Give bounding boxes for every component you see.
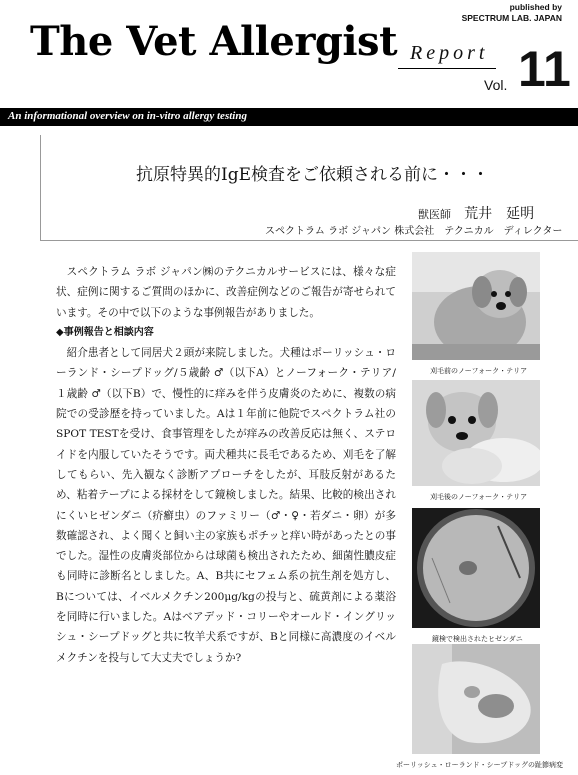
photo-caption-2: 刈毛後のノーフォーク・テリア (430, 493, 528, 501)
author-affiliation: スペクトラム ラボ ジャパン 株式会社 テクニカル ディレクター (265, 226, 563, 237)
section-subhead: ◆事例報告と相談内容 (56, 326, 154, 338)
volume-label: Vol. (484, 77, 508, 93)
photo-caption-3: 鏡検で検出されたヒゼンダニ (432, 635, 523, 643)
volume-number: 11 (518, 41, 571, 97)
photo-mite-microscope (412, 508, 540, 628)
photo-caption-4: ポーリッシュ・ローランド・シープドッグの趾節病変 (396, 761, 563, 769)
dog-after-image (412, 380, 540, 486)
tagline-banner (0, 108, 578, 126)
case-paragraph: 紹介患者として同居犬２頭が来院しました。犬種はポーリッシュ・ローランド・シープドッグ/５歳齢 ♂（以下A）とノーフォーク・テリア/１歳齢 ♂（以下B）で、慢性的に痒みを伴う皮膚炎のために、複数の病院での受診歴を持っていました。Aは１年前に他院でスペクトラム社のSPOT TESTを受け、食事管理をしたが痒みの改善反応は無く、ステロイドを内服していたそうです。両犬種共に長毛であるため、刈毛を了解してもらい、先入観なく診断アプローチをしたが、耳肢反射があるため、粘着テープによる採材をして鏡検しました。結果、比較的検出されにくいヒゼンダニ（疥癬虫）のファミリー（♂・♀・若ダニ・卵）が多数確認され、よく聞くと飼い主の家族もポチッと痒い時があったとの事でした。湿性の皮膚炎部位からは球菌も検出されたため、細菌性膿皮症も同時に診断名としました。A、B共にセフェム系の抗生剤を処方し、Bについては、イベルメクチン200μg/kgの投与と、硫黄剤による薬浴を同時に行いました。Aはベアデッド・コリーやオールド・イングリッシュ・シープドッグと共に牧羊犬系ですが、Bと同様に高濃度のイベルメクチンを投与して大丈夫でしょうか? (56, 347, 396, 664)
photo-norfolk-before (412, 252, 540, 360)
photo-paw-lesion (412, 644, 540, 754)
intro-paragraph: スペクトラム ラボ ジャパン㈱のテクニカルサービスには、様々な症状、症例に関するご質問のほかに、改善症例などのご報告が寄せられています。その中で以下のような事例報告がありました。 (56, 266, 396, 319)
paw-lesion-image (412, 644, 540, 754)
article-body (56, 262, 396, 668)
tagline-text: An informational overview on in-vitro allergy testing (8, 110, 247, 122)
article-title: 抗原特異的IgE検査をご依頼される前に・・・ (136, 165, 490, 185)
author-name: 荒井 延明 (464, 206, 535, 222)
masthead-title: The Vet Allergist (30, 18, 398, 65)
header-horizontal-rule (40, 240, 578, 241)
publisher-line-2: SPECTRUM LAB. JAPAN (461, 13, 562, 23)
author-role: 獣医師 (418, 208, 451, 221)
photo-caption-1: 刈毛前のノーフォーク・テリア (430, 367, 528, 375)
author-line (418, 203, 534, 223)
dog-before-image (412, 252, 540, 360)
report-divider (398, 68, 496, 69)
photo-norfolk-after (412, 380, 540, 486)
publisher-line-1: published by (509, 2, 562, 12)
publisher-block (462, 2, 562, 24)
report-label: Report (410, 42, 489, 64)
header-vertical-rule (40, 135, 41, 240)
mite-microscope-image (412, 508, 540, 628)
